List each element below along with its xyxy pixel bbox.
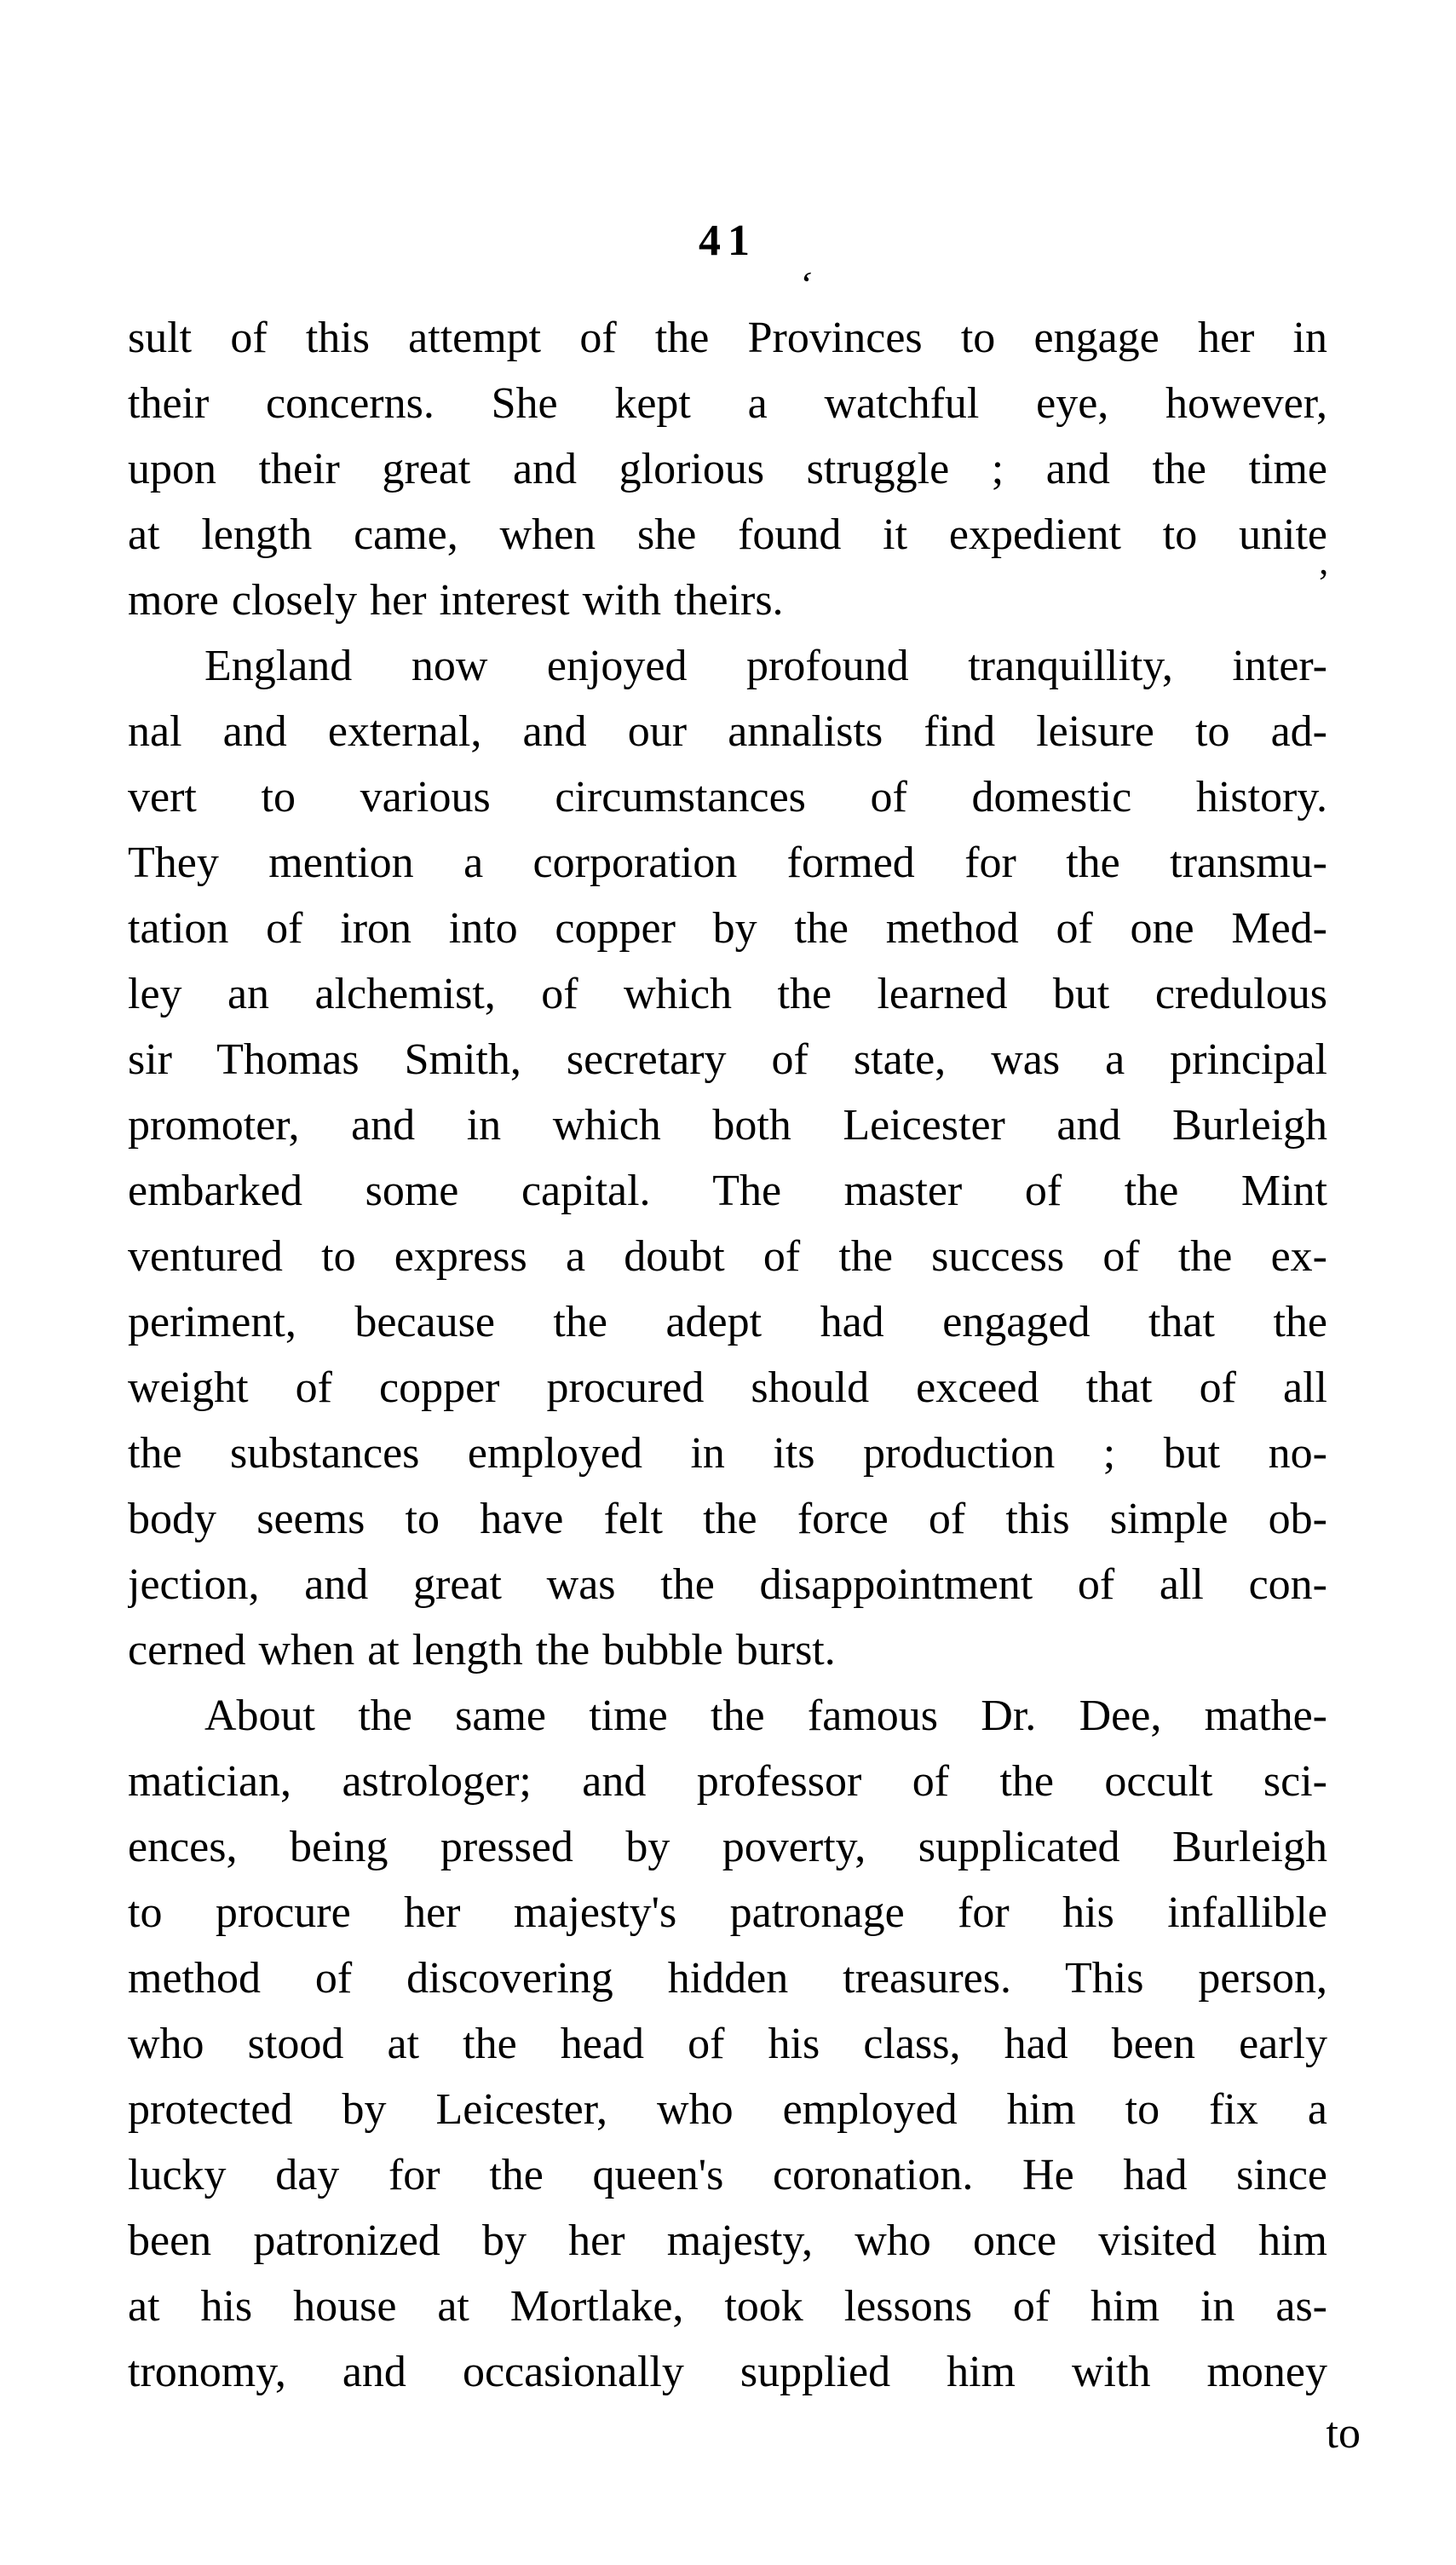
text-line: sult of this attempt of the Provinces to engage her in bbox=[128, 314, 1327, 362]
text-line: at his house at Mortlake, took lessons of him in as- bbox=[128, 2282, 1327, 2331]
text-line: embarked some capital. The master of the Mint bbox=[128, 1167, 1327, 1215]
text-line: jection, and great was the disappointment of all con- bbox=[128, 1560, 1327, 1609]
text-line: promoter, and in which both Leicester and Burleigh bbox=[128, 1101, 1327, 1150]
stray-ink-mark: ’ bbox=[1317, 562, 1330, 603]
text-line: tronomy, and occasionally supplied him with money bbox=[128, 2348, 1327, 2396]
text-line: cerned when at length the bubble burst. bbox=[128, 1626, 836, 1674]
text-line: nal and external, and our annalists find leisure to ad- bbox=[128, 707, 1327, 756]
text-line: weight of copper procured should exceed that of all bbox=[128, 1363, 1327, 1412]
text-line: ventured to express a doubt of the success of the ex- bbox=[128, 1232, 1327, 1281]
stray-ink-mark: ‘ bbox=[795, 262, 816, 306]
text-line: ences, being pressed by poverty, supplicated Burleigh bbox=[128, 1823, 1327, 1871]
text-line: who stood at the head of his class, had been early bbox=[128, 2020, 1327, 2068]
text-line: the substances employed in its production ; but no- bbox=[128, 1429, 1327, 1478]
text-line: lucky day for the queen's coronation. He had since bbox=[128, 2151, 1327, 2199]
text-line: body seems to have felt the force of this simple ob- bbox=[128, 1495, 1327, 1543]
text-line: matician, astrologer; and professor of the occult sci- bbox=[128, 1757, 1327, 1806]
text-line: been patronized by her majesty, who once visited him bbox=[128, 2216, 1327, 2265]
catchword: to bbox=[1326, 2409, 1361, 2458]
text-line: periment, because the adept had engaged that the bbox=[128, 1298, 1327, 1346]
text-block bbox=[128, 305, 1327, 2405]
text-line: About the same time the famous Dr. Dee, mathe- bbox=[204, 1692, 1327, 1740]
page-number: 41 bbox=[699, 216, 757, 265]
text-line: ley an alchemist, of which the learned but credulous bbox=[128, 970, 1327, 1018]
text-line: upon their great and glorious struggle ; and the time bbox=[128, 445, 1327, 493]
text-line: tation of iron into copper by the method of one Med- bbox=[128, 904, 1327, 953]
text-line: England now enjoyed profound tranquillity, inter- bbox=[204, 642, 1327, 690]
text-line: more closely her interest with theirs. bbox=[128, 576, 784, 625]
text-line: their concerns. She kept a watchful eye, however, bbox=[128, 379, 1327, 428]
text-line: They mention a corporation formed for the transmu- bbox=[128, 839, 1327, 887]
text-line: sir Thomas Smith, secretary of state, was a principal bbox=[128, 1035, 1327, 1084]
text-line: vert to various circumstances of domestic history. bbox=[128, 773, 1327, 821]
text-line: to procure her majesty's patronage for his infallible bbox=[128, 1888, 1327, 1937]
text-line: at length came, when she found it expedient to unite bbox=[128, 510, 1327, 559]
text-line: method of discovering hidden treasures. This person, bbox=[128, 1954, 1327, 2003]
text-line: protected by Leicester, who employed him to fix a bbox=[128, 2085, 1327, 2134]
